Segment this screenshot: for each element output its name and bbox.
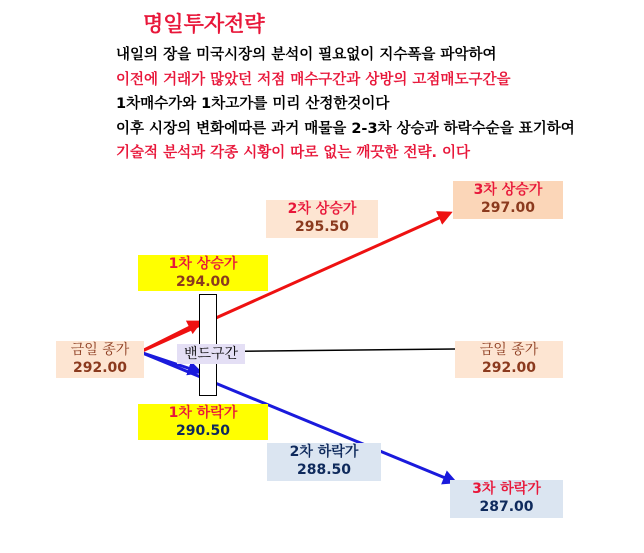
rise1-box [138,255,268,291]
intro-line-2: 이전에 거래가 많았던 저점 매수구간과 상방의 고점매도구간을 [116,72,511,88]
fall1-box [138,404,268,440]
intro-line-5: 기술적 분석과 각종 시황이 따로 없는 깨끗한 전략. 이다 [116,145,471,161]
close-left-value: 292.00 [72,360,128,376]
page-title: 명일투자전략 [143,12,265,36]
fall3-label: 3차 하락가 [472,481,541,497]
rise1-value: 294.00 [175,274,231,290]
close-left-label: 금일 종가 [70,342,130,358]
rise1-label: 1차 상승가 [168,256,238,272]
close-right-label: 금일 종가 [479,342,539,358]
intro-line-3: 1차매수가와 1차고가를 미리 산정한것이다 [116,96,390,112]
intro-line-4: 이후 시장의 변화에따른 과거 매물을 2-3차 상승과 하락수순을 표기하여 [116,121,575,137]
fall1-value: 290.50 [175,423,231,439]
rise2-label: 2차 상승가 [287,201,357,217]
rise3-box [453,181,563,219]
intro-line-1: 내일의 장을 미국시장의 분석이 필요없이 지수폭을 파악하여 [116,47,497,63]
rise3-value: 297.00 [480,200,536,216]
rise2-box [266,200,378,238]
rise2-value: 295.50 [294,219,350,235]
fall3-value: 287.00 [479,499,534,515]
close-right-value: 292.00 [481,360,537,376]
fall2-box [267,443,381,481]
fall2-label: 2차 하락가 [289,444,359,460]
band-label: 밴드구간 [177,344,245,364]
fall2-value: 288.50 [296,462,352,478]
close-right-box [455,341,563,378]
close-left-box [56,341,144,378]
fall1-label: 1차 하락가 [168,405,238,421]
fall3-box [450,480,563,518]
rise3-label: 3차 상승가 [473,182,543,198]
